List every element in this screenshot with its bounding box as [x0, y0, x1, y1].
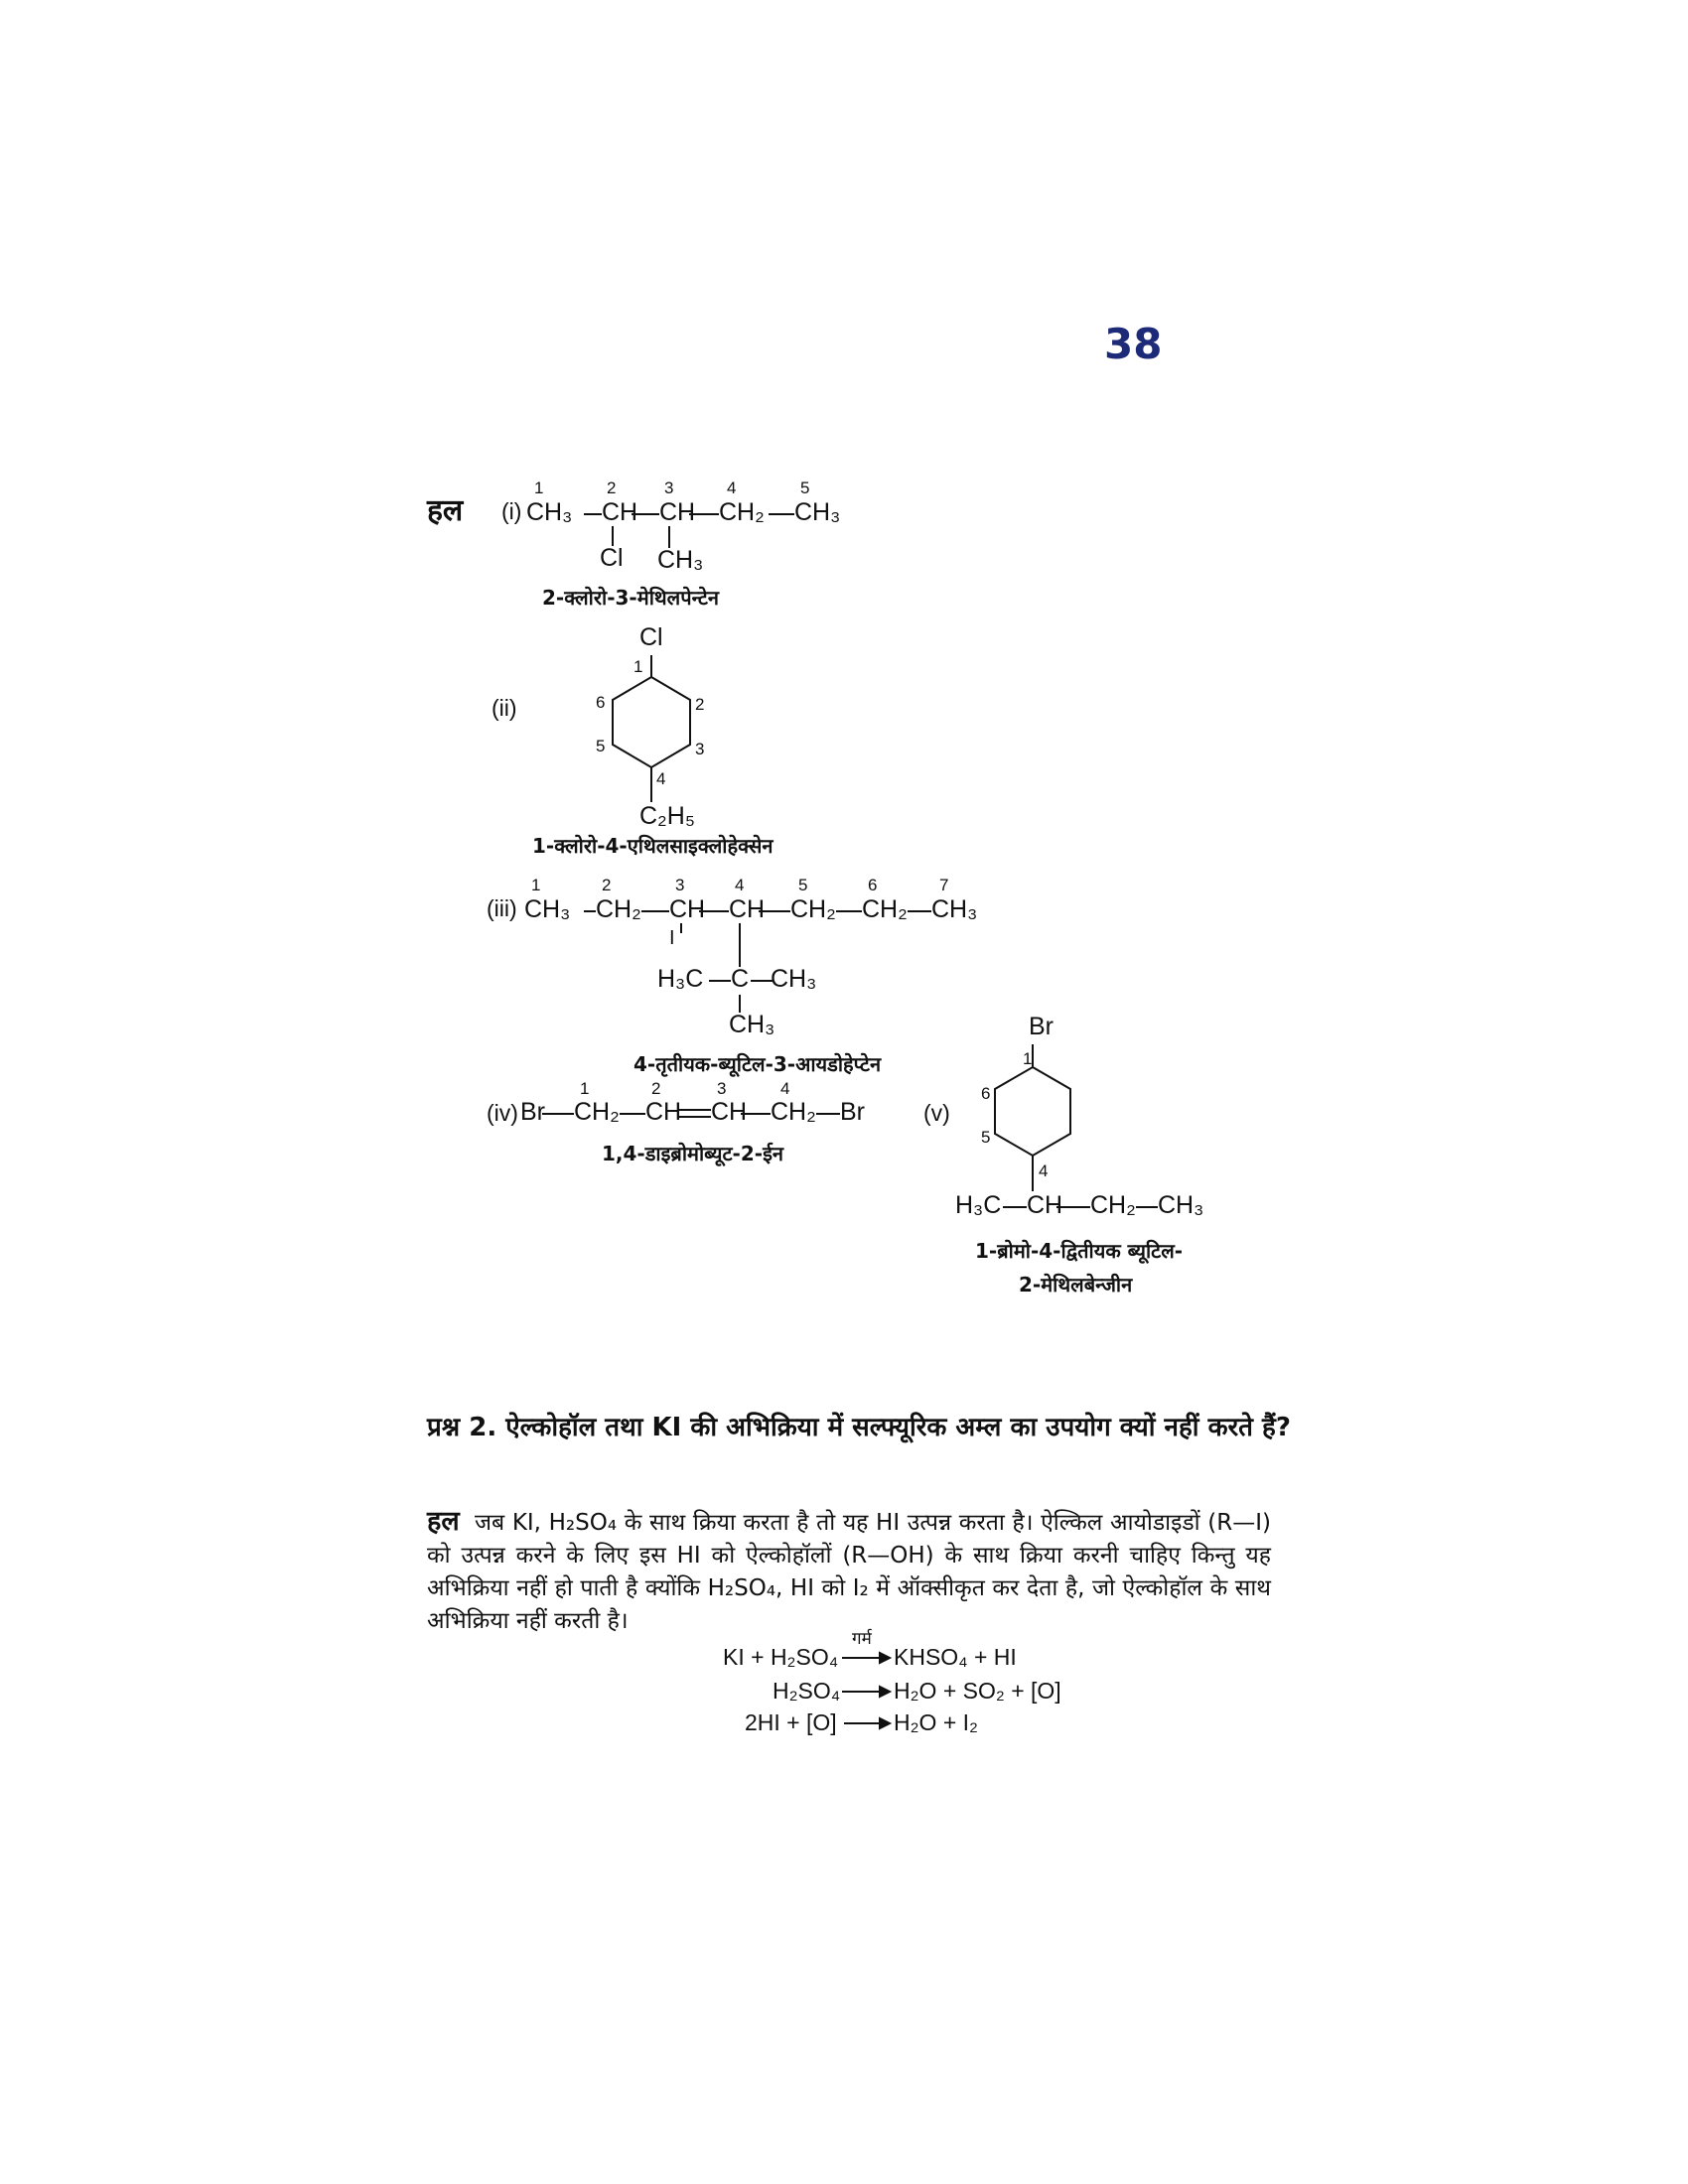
- substituent-iodo: I: [669, 927, 675, 949]
- carbon-number: 2: [651, 1079, 661, 1098]
- structure-v-label: (v): [923, 1100, 950, 1126]
- chain-group: Br: [840, 1098, 865, 1126]
- chain-group: CH: [669, 895, 706, 923]
- chain-group: CH: [659, 498, 696, 526]
- carbon-number: 3: [675, 876, 685, 894]
- page-number: 38: [1104, 320, 1163, 368]
- ring-number: 1: [633, 657, 643, 676]
- structure-v-name-line1: 1-ब्रोमो-4-द्वितीयक ब्यूटिल-: [975, 1239, 1184, 1263]
- substituent-bromo: Br: [1029, 1013, 1054, 1040]
- chain-group: CH₂: [596, 895, 641, 923]
- ring-number: 5: [981, 1128, 991, 1147]
- chain-group: CH₃: [794, 498, 841, 526]
- equation-3-left: 2HI + [O]: [745, 1709, 837, 1735]
- answer-label: हल: [427, 1506, 460, 1537]
- answer-text: जब KI, H₂SO₄ के साथ क्रिया करता है तो यह HI उत्पन्न करता है। ऐल्किल आयोडाइडों (R—I) को उत्पन्न करने के लिए इस HI को ऐल्कोहॉलों (R—OH) के साथ क्रिया करनी चाहिए किन्तु यह अभिक्रिया नहीं हो पाती है क्योंकि H₂SO₄, HI को I₂ में ऑक्सीकृत कर देता है, जो ऐल्कोहॉल के साथ अभिक्रिया नहीं करती है।: [427, 1510, 1271, 1634]
- carbon-number: 3: [717, 1079, 727, 1098]
- ring-number: 1: [1023, 1049, 1033, 1068]
- substituent-chloro: Cl: [600, 544, 624, 572]
- equation-1-right: KHSO₄ + HI: [894, 1644, 1017, 1670]
- solution-label: हल: [427, 493, 464, 528]
- structure-ii-label: (ii): [492, 695, 517, 721]
- substituent-ethyl: C₂H₅: [639, 802, 695, 830]
- carbon-number: 5: [800, 478, 810, 497]
- side-chain-group: CH: [1027, 1191, 1063, 1219]
- structure-iv-label: (iv): [487, 1100, 518, 1126]
- ring-number: 2: [695, 695, 705, 714]
- ring-number: 6: [981, 1084, 991, 1103]
- structure-v-name-line2: 2-मेथिलबेन्जीन: [1019, 1273, 1133, 1297]
- equation-2-left: H₂SO₄: [773, 1678, 841, 1704]
- chain-group: CH₃: [931, 895, 978, 923]
- side-chain-group: CH₃: [1158, 1191, 1204, 1219]
- chain-group: CH: [711, 1098, 748, 1126]
- carbon-number: 3: [664, 478, 674, 497]
- carbon-number: 7: [939, 876, 949, 894]
- carbon-number: 2: [607, 478, 617, 497]
- carbon-number: 6: [868, 876, 878, 894]
- side-chain-group: CH₂: [1090, 1191, 1136, 1219]
- structure-iii-label: (iii): [487, 895, 517, 921]
- chain-group: CH: [645, 1098, 682, 1126]
- chain-group: CH: [729, 895, 766, 923]
- carbon-number: 4: [735, 876, 745, 894]
- branch-group: CH₃: [729, 1011, 775, 1038]
- carbon-number: 1: [531, 876, 541, 894]
- chain-group: CH: [602, 498, 638, 526]
- equation-1-left: KI + H₂SO₄: [723, 1644, 839, 1670]
- chain-group: Br: [520, 1098, 545, 1126]
- equation-1-condition: गर्म: [852, 1629, 872, 1649]
- equation-3-right: H₂O + I₂: [894, 1709, 978, 1735]
- side-chain-group: H₃C: [955, 1191, 1002, 1219]
- chain-group: CH₃: [526, 498, 573, 526]
- ring-number: 3: [695, 740, 705, 758]
- chain-group: CH₂: [790, 895, 836, 923]
- ring-number: 6: [596, 693, 606, 712]
- ring-number: 5: [596, 737, 606, 755]
- substituent-methyl: CH₃: [657, 546, 704, 574]
- structure-i-label: (i): [501, 498, 522, 524]
- carbon-number: 2: [602, 876, 612, 894]
- carbon-number: 4: [727, 478, 737, 497]
- question-text: ऐल्कोहॉल तथा KI की अभिक्रिया में सल्फ्यूरिक अम्ल का उपयोग क्यों नहीं करते हैं?: [505, 1413, 1291, 1442]
- structure-ii-name: 1-क्लोरो-4-एथिलसाइक्लोहेक्सेन: [532, 834, 774, 858]
- carbon-number: 1: [580, 1079, 590, 1098]
- chain-group: CH₂: [574, 1098, 620, 1126]
- ring-number: 4: [656, 769, 666, 788]
- structure-i-name: 2-क्लोरो-3-मेथिलपेन्टेन: [542, 586, 720, 610]
- substituent-chloro: Cl: [639, 623, 663, 651]
- carbon-number: 1: [534, 478, 544, 497]
- chain-group: CH₃: [524, 895, 571, 923]
- chain-group: CH₂: [862, 895, 908, 923]
- chain-group: CH₂: [771, 1098, 816, 1126]
- structure-iii-name: 4-तृतीयक-ब्यूटिल-3-आयडोहेप्टेन: [633, 1052, 882, 1076]
- chain-group: CH₂: [719, 498, 765, 526]
- branch-group: C: [731, 965, 750, 993]
- equation-2-right: H₂O + SO₂ + [O]: [894, 1678, 1061, 1704]
- carbon-number: 4: [780, 1079, 790, 1098]
- ring-number: 4: [1039, 1161, 1049, 1180]
- structure-iv-name: 1,4-डाइब्रोमोब्यूट-2-ईन: [602, 1142, 783, 1165]
- branch-group: CH₃: [771, 965, 817, 993]
- question-label: प्रश्न 2.: [427, 1413, 497, 1442]
- carbon-number: 5: [798, 876, 808, 894]
- branch-group: H₃C: [657, 965, 704, 993]
